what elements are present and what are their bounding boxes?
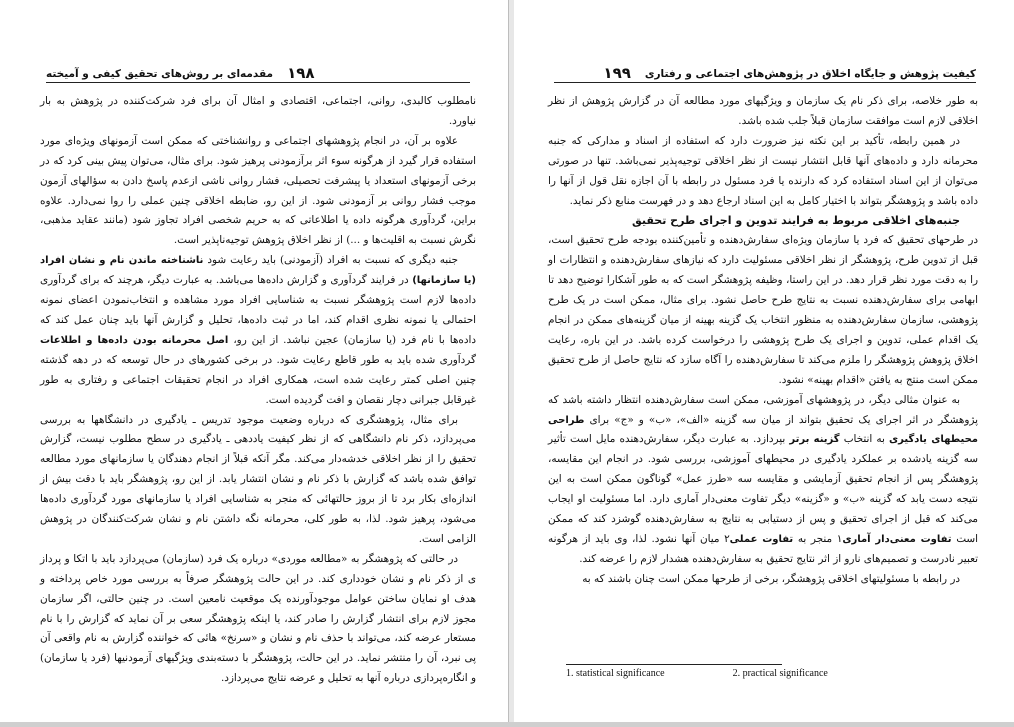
bold-term: گزینه برتر [789, 434, 840, 446]
text-run: به انتخاب [839, 433, 890, 446]
paragraph [548, 391, 978, 570]
footnotes [566, 668, 974, 679]
bold-term: تفاوت معنی‌دار آماری [842, 533, 952, 545]
scan-bottom-edge [0, 722, 1014, 727]
paragraph [40, 132, 476, 251]
left-running-header [46, 62, 470, 83]
footnote-1: 1. statistical significance [566, 668, 665, 679]
section-title: جنبه‌های اخلاقی مربوط به فرایند تدوین و اجرای طرح تحقیق [631, 214, 960, 228]
bold-term: طراحی محیطهای یادگیری [548, 414, 978, 446]
bold-term: ناشناخته ماندن نام و نشان افراد (یا سازمانها) [40, 255, 476, 287]
text-run: جنبه دیگری که نسبت به افراد (آزمودنی) باید رعایت شود [203, 254, 458, 267]
bold-term: اصل محرمانه بودن داده‌ها و اطلاعات [40, 334, 229, 346]
text-run: به طور خلاصه، برای ذکر نام یک سازمان و ویژگیهای مورد مطالعه آن در گزارش پژوهش از نظر اخلاقی لازم است موافقت سازمان قبلاً جلب شده باشد. [548, 95, 978, 127]
bold-term: تفاوت عملی [729, 533, 794, 545]
left-running-head: مقدمه‌ای بر روش‌های تحقیق کیفی و آمیخته [46, 68, 274, 80]
paragraph [548, 92, 978, 132]
paragraph [548, 132, 978, 212]
text-run: بپردازد. به عبارت دیگر، سفارش‌دهنده مایل است تأثیر سه گزینه یادشده بر عملکرد یادگیری در محیطهای آموزشی، بررسی شود. در انجام این مقایسه، پژوهشگر پس از انجام تحقیق آزمایشی و مقایسه سه «طرز عمل» گوناگون ممکن است به این نتیجه دست یابد که گزینه «ب» و «گزینه» دیگر تفاوت معنی‌دار آماری دارد. اما مسئولیت او ایجاب می‌کند که قبل از اجرای تحقیق و پس از دستیابی به نتایج به سفارش‌دهنده گوشزد کند که ممکن است [548, 433, 978, 545]
right-page [514, 0, 1014, 727]
paragraph [40, 251, 476, 410]
text-run: ۲ میان آنها نشود. لذا، وی باید از هرگونه تعبیر نادرست و تصمیم‌های نارو از اثر نتایج تحقیق به سفارش‌دهنده هشدار لازم را عرضه کند. [548, 532, 978, 565]
text-run: در رابطه با مسئولیتهای اخلاقی پژوهشگر، برخی از طرحها ممکن است چنان باشند که به [582, 572, 960, 585]
left-page-number: ۱۹۸ [287, 64, 315, 82]
text-run: در فرایند گردآوری و گزارش داده‌ها می‌باشد. به عبارت دیگر، هرچند که برای گردآوری داده‌ها لازم است پژوهشگر نسبت به شناسایی افراد مورد مشاهده و انتخاب‌نمودن اعضای نمونه احتمالی یا نمونه نظری اقدام کند، اما در ثبت داده‌ها، تحلیل و گزارش آنها باید چنان عمل کند که داده‌ها با نام فرد (یا سازمان) عجین نباشد. از این رو، [40, 274, 477, 346]
right-running-head: کیفیت پژوهش و جایگاه اخلاق در پژوهش‌های اجتماعی و رفتاری [644, 68, 976, 80]
text-run: در طرحهای تحقیق که فرد یا سازمان ویژه‌ای سفارش‌دهنده و تأمین‌کننده بودجه طرح تحقیق است، قبل از تدوین طرح، پژوهشگر از نظر اخلاقی مسئولیت دارد که نیازهای سفارش‌دهنده و انتظارات او را به دقت مورد نظر قرار دهد. در این راستا، وظیفه پژوهشگر است که به طور آشکارا توضیح دهد تا ابهامی برای سفارش‌دهنده نسبت به نتایج طرح حاصل نشود. برای مثال، ممکن است در یک طرح پژوهشی، سازمان سفارش‌دهنده به منظور انتخاب یک گزینه بهینه از میان گزینه‌های ممکن در انجام یک اقدام عملی، تدوین و اجرای یک طرح پژوهشی را درخواست کرده باشد. در این باره، رعایت اخلاق پژوهش پژوهشگر را ملزم می‌کند تا سفارش‌دهنده را آگاه سازد که نتایج حاصل از طرح تحقیق ممکن است منتج به یافتن «اقدام بهینه» نشود. [548, 234, 978, 386]
paragraph [548, 570, 978, 590]
footnote-2: 2. practical significance [732, 668, 828, 679]
paragraph [40, 92, 476, 132]
text-run: به عنوان مثالی دیگر، در پژوهشهای آموزشی، ممکن است سفارش‌دهنده انتظار داشته باشد که پژوهشگر در اثر اجرای یک تحقیق بتواند از میان سه گزینه «الف»، «ب» و «ج» برای [548, 393, 978, 426]
text-run: ۱ منجر به [793, 532, 843, 545]
text-run: برای مثال، پژوهشگری که درباره وضعیت موجود تدریس ـ یادگیری در دانشگاهها به بررسی می‌پردازد، ذکر نام دانشگاهی که از نظر کیفیت یاددهی ـ یادگیری در سطح مطلوب نیست، گزارش تحقیق را از نظر اخلاقی خدشه‌دار می‌کند. مگر آنکه قبلاً از انجام دهندگان یا سازمانهای مورد مطالعه توافق شده باشد که گزارش با ذکر نام و نشان انتشار یابد. از این رو، پژوهشگر باید با دقت بیش از اندازه‌ای بکار برد تا از بروز حالتهائی که منجر به شناسایی افراد یا سازمانهای مورد گردآوری داده‌ها می‌شود، پرهیز شود. لذا، به طور کلی، محرمانه نگه داشتن نام و نشان شرکت‌کنندگان در پژوهش الزامی است. [40, 413, 476, 545]
paragraph [40, 550, 476, 689]
right-page-number: ۱۹۹ [603, 64, 631, 82]
right-body-text [548, 92, 978, 590]
right-running-header [554, 62, 976, 83]
text-run: در همین رابطه، تأکید بر این نکته نیز ضرورت دارد که استفاده از اسناد و مدارکی که جنبه محرمانه دارد و داده‌های آنها قابل انتشار نیست از نظر اخلاقی توجیه‌پذیر نمی‌باشد. تنها در صورتی می‌توان از این اسناد استفاده کرد که دارنده یا فرد مسئول در رابطه با آن اجازه نقل قول از آنها را داده باشد و پژوهشگر بتواند با اختیار کامل به این اسناد ارجاع دهد و در فهرست منابع ذکر نماید. [548, 134, 978, 207]
text-run: در حالتی که پژوهشگر به «مطالعه موردی» درباره یک فرد (سازمان) می‌پردازد باید با اتکا و پرداز ی از ذکر نام و نشان خودداری کند. در این حالت پژوهشگر صرفاً به بررسی مورد خاص پرداخته و هدف او نمایان ساختن عوامل موجودآورنده یک موقعیت نامعین است. در چنین حالتی، اگر سازمان مجوز لازم برای انتشار گزارش را صادر کند، یا اینکه پژوهشگر سعی بر آن نماید که گزارش را با نام مستعار عرضه کند، می‌تواند با حذف نام و نشان و «سرنخ» هائی که خواننده گزارش به نام واقعی آن پی نبرد، آن را منتشر نماید. در این حالت، پژوهشگر با دسته‌بندی ویژگیهای آزمودنیها (فرد یا سازمان) و انگاره‌پردازی درباره آنها به تحلیل و عرضه نتایج می‌پردازد. [40, 552, 476, 685]
text-run: نامطلوب کالبدی، روانی، اجتماعی، اقتصادی و امثال آن برای فرد شرکت‌کننده در پژوهش به بار نیاورد. [40, 95, 476, 127]
paragraph [548, 231, 978, 390]
paragraph [40, 411, 476, 550]
text-run: علاوه بر آن، در انجام پژوهشهای اجتماعی و روانشناختی که ممکن است آزمونهای ویژه‌ای مورد استفاده قرار گیرد از هرگونه سوء اثر برآزمودنی پرهیز شود. برای مثال، می‌توان پیش بینی کرد که در برخی آزمونهای استعداد یا پیشرفت تحصیلی، فشار روانی ناشی ازعدم پاسخ دادن به سؤالهای آزمون موجب فشار روانی بر آزمودنی شود. از این رو، ضابطه اخلاقی چنین عملی را روا نمی‌دارد. علاوه براین، گردآوری هرگونه داده یا اطلاعاتی که به حریم شخصی افراد تجاوز شود (مانند عقاید مذهبی، نگرش نسبت به اقلیت‌ها و ...) از نظر اخلاق پژوهش توجیه‌ناپذیر است. [40, 134, 476, 247]
text-run: گردآوری شده باید به طور قاطع رعایت شود. در برخی کشورهای در حال توسعه که در دهه گذشته چنین اصلی کمتر رعایت شده است، همکاری افراد در انجام تحقیقات اجتماعی و رفتاری به طور غیرقابل جبرانی دچار نقصان و افت گردیده است. [40, 353, 476, 406]
right-body-after [548, 231, 978, 589]
right-body-before [548, 92, 978, 211]
left-body-text [40, 92, 476, 689]
footnote-rule [566, 664, 782, 665]
